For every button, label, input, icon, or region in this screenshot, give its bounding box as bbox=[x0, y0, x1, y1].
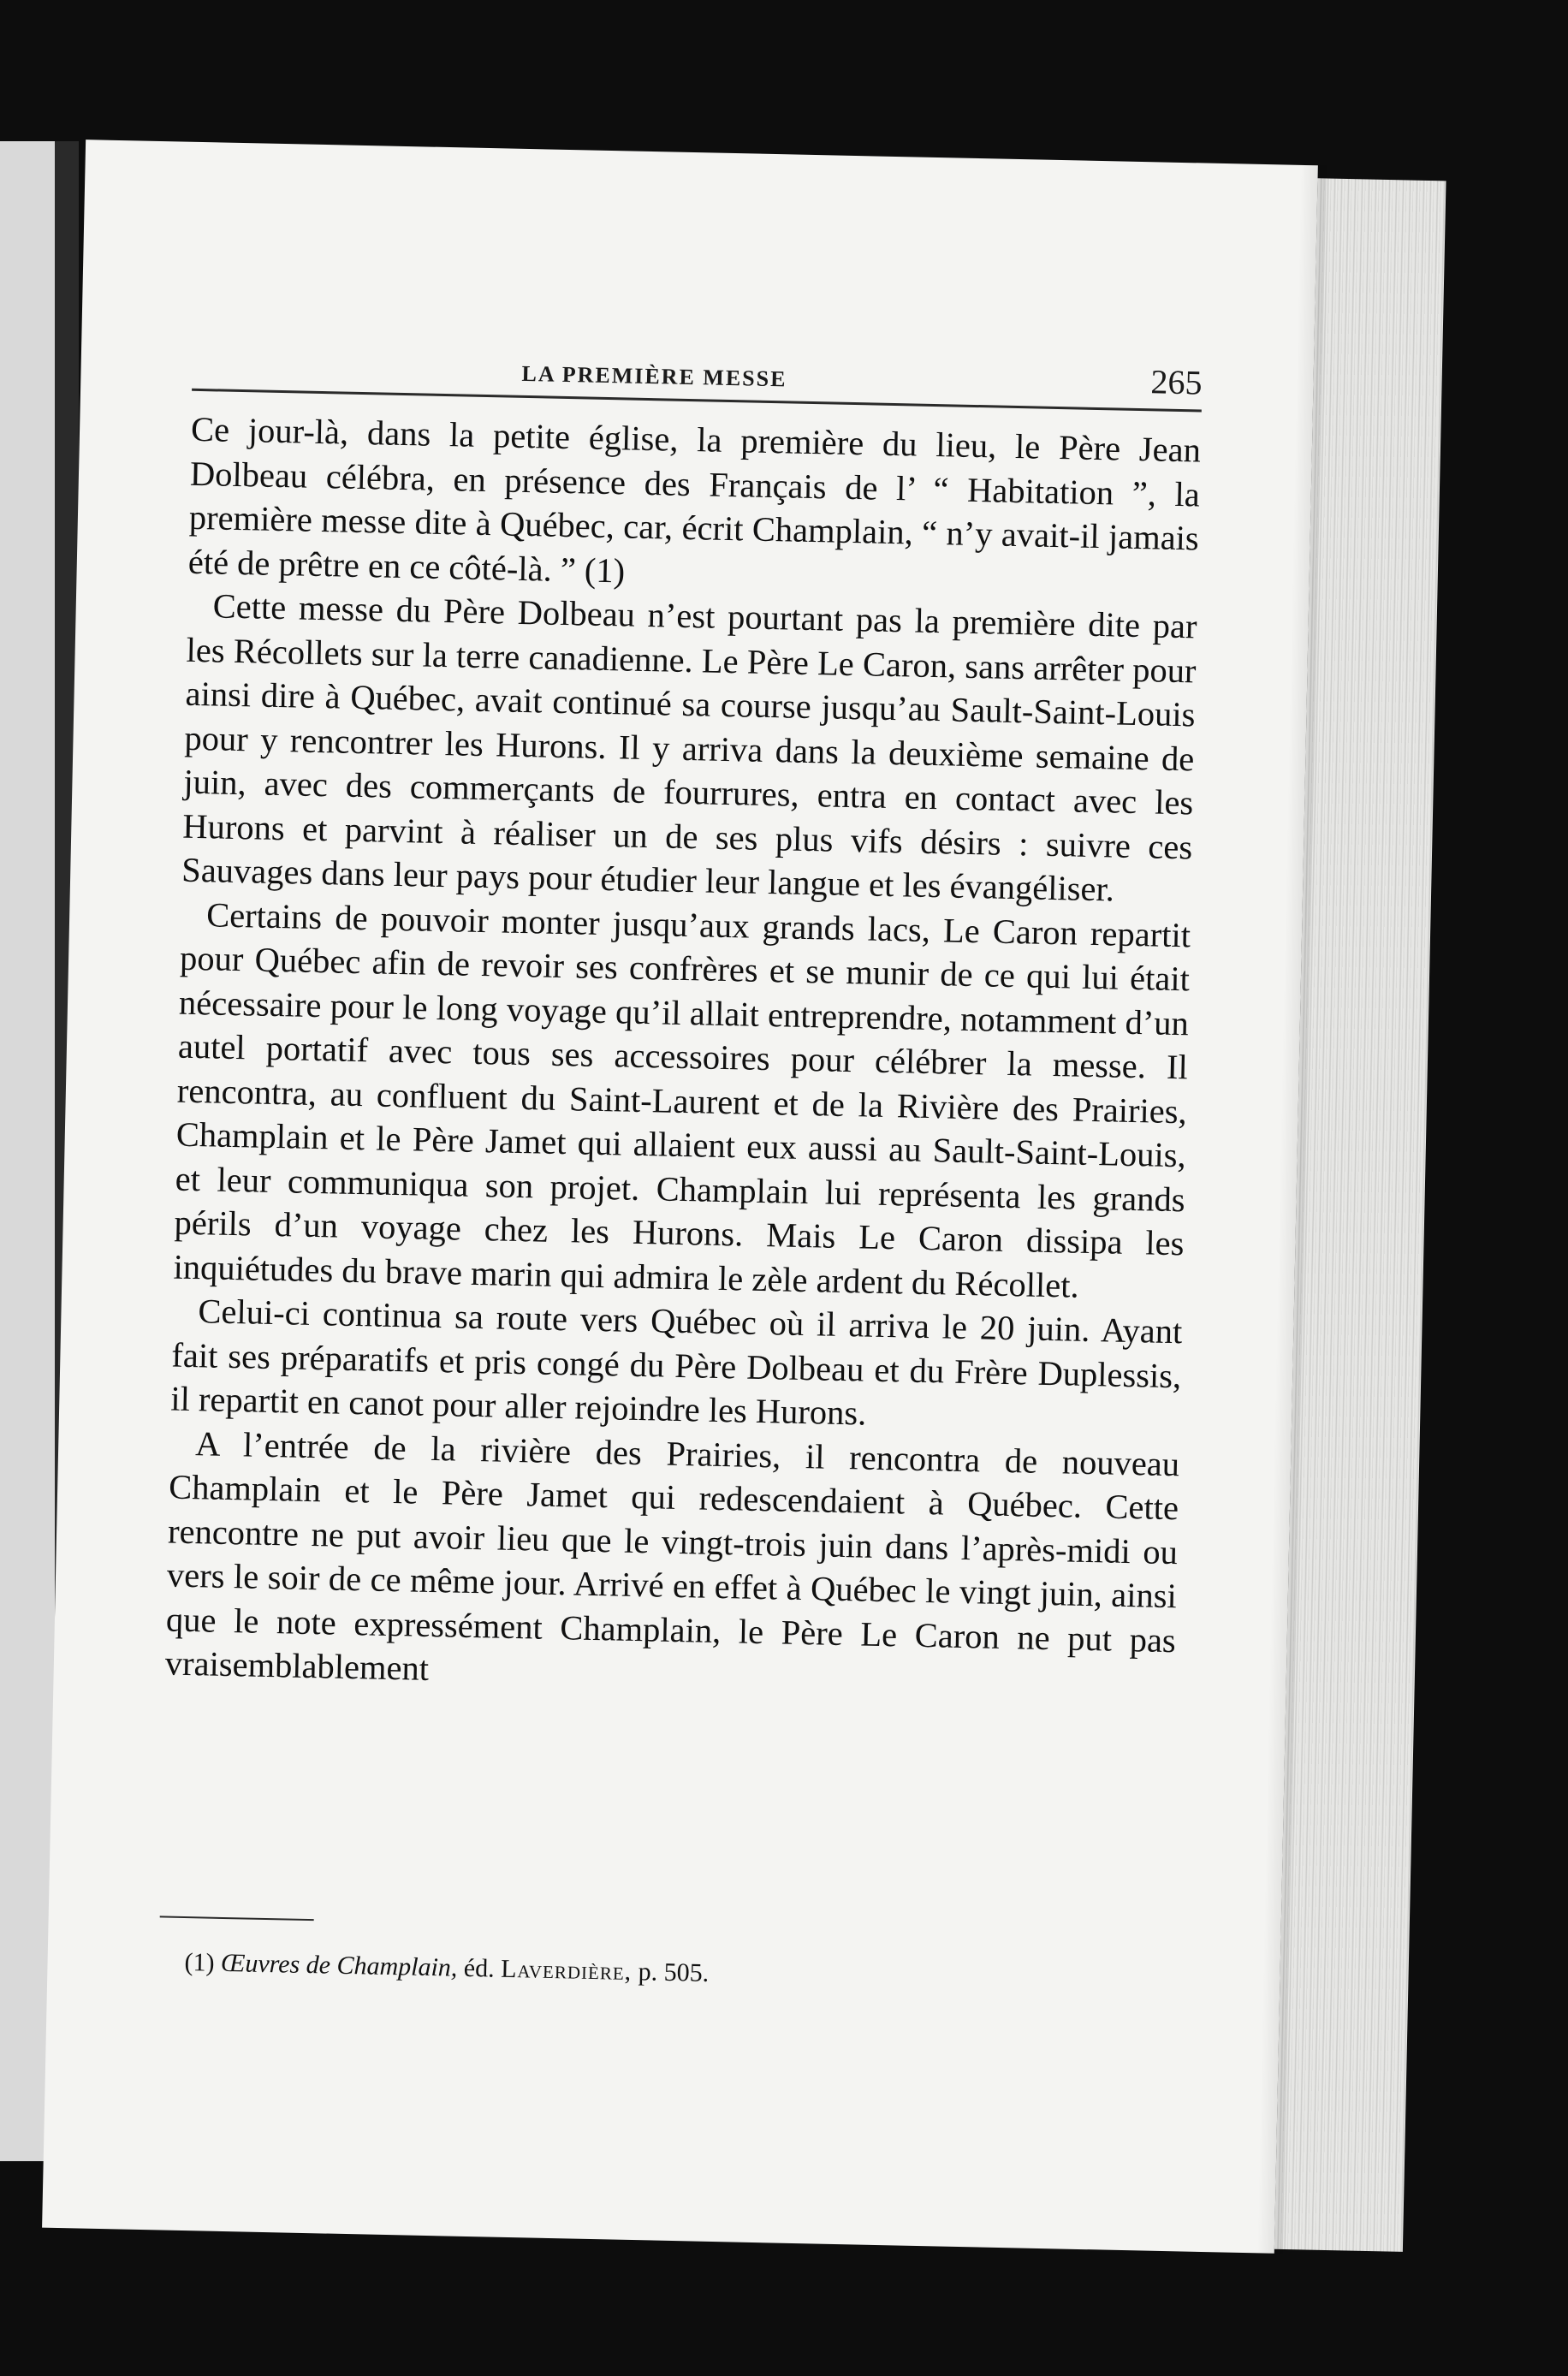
page-number: 265 bbox=[1150, 362, 1203, 402]
paragraph: Certains de pouvoir monter jusqu’aux grands lacs, Le Caron repartit pour Québec afin de revoir ses confrères et se munir de ce qui lui était nécessaire pour le long voyage qu’il allait entreprendre, notamment d’un autel portatif avec tous ses accessoires pour célébrer la messe. Il rencontra, au confluent du Saint-Laurent et de la Rivière des Prairies, Champlain et le Père Jamet qui allaient eux aussi au Sault-Saint-Louis, et leur communiqua son projet. Champlain lui représenta les grands périls d’un voyage chez les Hurons. Mais Le Caron dissipa les inquiétudes du brave marin qui admira le zèle ardent du Récollet. bbox=[173, 894, 1191, 1305]
paragraph: Celui-ci continua sa route vers Québec où il arriva le 20 juin. Ayant fait ses préparatifs et pris congé du Père Dolbeau et du Frère Duplessis, il repartit en canot pour aller rejoindre les Hurons. bbox=[169, 1292, 1183, 1433]
footnote-page: p. 505. bbox=[638, 1957, 710, 1987]
body-text bbox=[164, 407, 1201, 1707]
footnote-rule bbox=[160, 1916, 314, 1921]
footnote-work-title: Œuvres de Champlain, bbox=[220, 1948, 458, 1982]
book-page bbox=[42, 140, 1318, 2254]
footnote bbox=[184, 1948, 1126, 1997]
footnote-marker: (1) bbox=[184, 1948, 215, 1977]
chapter-title: LA PREMIÈRE MESSE bbox=[521, 360, 787, 392]
book-page-spread bbox=[42, 140, 1464, 2256]
paragraph: Ce jour-là, dans la petite église, la première du lieu, le Père Jean Dolbeau célébra, en présence des Français de l’ “ Habitation ”, la première messe dite à Québec, car, écrit Champlain, “ n’y avait-il jamais été de prêtre en ce côté-là. ” (1) bbox=[187, 409, 1202, 590]
paragraph: Cette messe du Père Dolbeau n’est pourtant pas la première dite par les Récollets sur la terre canadienne. Le Père Le Caron, sans arrêter pour ainsi dire à Québec, avait continué sa course jusqu’au Sault-Saint-Louis pour y rencontrer les Hurons. Il y arriva dans la deuxième semaine de juin, avec des commerçants de fourrures, entra en contact avec les Hurons et parvint à réaliser un de ses plus vifs désirs : suivre ces Sauvages dans leur pays pour étudier leur langue et les évangéliser. bbox=[181, 586, 1198, 909]
footnote-edition: éd. bbox=[463, 1953, 496, 1983]
running-head bbox=[192, 329, 1203, 413]
paragraph: A l’entrée de la rivière des Prairies, il rencontra de nouveau Champlain et le Père Jamet qui redescendaient à Québec. Cette rencontre ne put avoir lieu que le vingt-trois juin dans l’après-midi ou vers le soir de ce même jour. Arrivé en effet à Québec le vingt juin, ainsi que le note expressément Champlain, le Père Le Caron ne put pas vraisemblablement bbox=[164, 1423, 1180, 1688]
footnote-editor: Laverdière, bbox=[500, 1954, 633, 1986]
